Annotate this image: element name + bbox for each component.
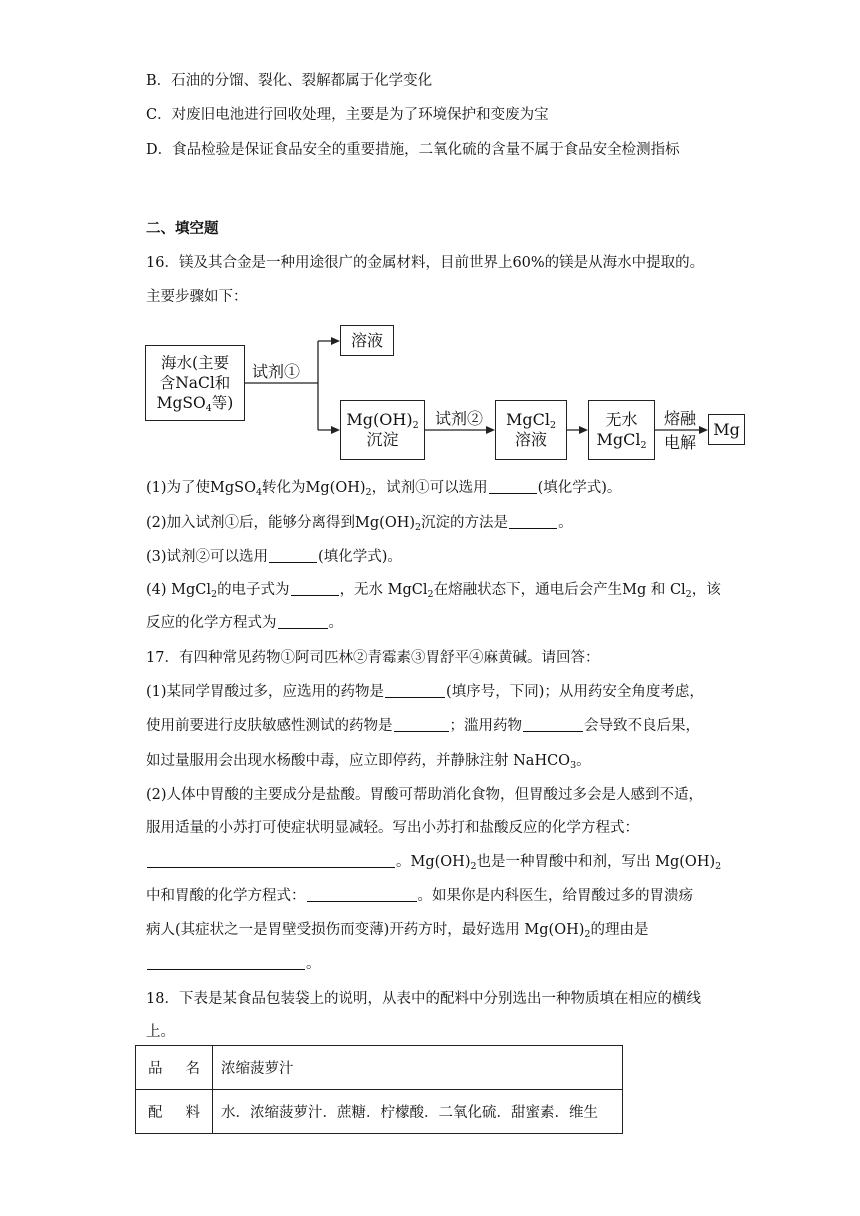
q17-line9: 。 [146,954,321,974]
table-row [136,1046,623,1090]
seawater-line1: 海水(主要 [160,354,230,372]
q17-line5: 服用适量的小苏打可使症状明显减轻。写出小苏打和盐酸反应的化学方程式： [146,820,639,836]
q17-intro: 17．有四种常见药物①阿司匹林②青霉素③胃舒平④麻黄碱。请回答： [146,650,600,666]
answer-blank[interactable] [385,683,445,698]
mgoh2-line1: $Mg(OH)_2$ [346,410,419,431]
solution-label: 溶液 [350,330,383,350]
q17-line7: 中和胃酸的化学方程式： 。如果你是内科医生，给胃酸过多的胃溃疡 [146,888,693,904]
answer-blank[interactable] [147,853,395,868]
electrolysis-label-top: 熔融 [664,409,697,428]
table-value-cell: 水．浓缩菠萝汁．蔗糖．柠檬酸．二氧化硫．甜蜜素．维生 [213,1090,623,1134]
option-d: D．食品检验是保证食品安全的重要措施，二氧化硫的含量不属于食品安全检测指标 [146,142,680,158]
q17-line2: 使用前要进行皮肤敏感性测试的药物是 ；滥用药物 会导致不良后果， [146,718,700,734]
food-label-table [135,1045,623,1134]
q17-line4: (2)人体中胃酸的主要成分是盐酸。胃酸可帮助消化食物，但胃酸过多会是人感到不适， [146,787,704,803]
q18-intro-line1: 18．下表是某食品包装袋上的说明，从表中的配料中分别选出一种物质填在相应的横线 [146,991,701,1007]
q17-line3: 如过量服用会出现水杨酸中毒，应立即停药，并静脉注射 NaHCO$_3$。 [146,753,591,771]
answer-blank[interactable] [278,614,328,629]
q16-part1: (1)为了使MgSO$_4$转化为$Mg(OH)_2$，试剂①可以选用 (填化学式)。 [146,480,622,498]
table-value-cell: 浓缩菠萝汁 [213,1046,623,1090]
mgoh2-line2: 沉淀 [366,430,399,449]
answer-blank[interactable] [509,514,557,529]
q16-part2: (2)加入试剂①后，能够分离得到$Mg(OH)_2$沉淀的方法是 。 [146,515,573,533]
answer-blank[interactable] [291,581,339,596]
answer-blank[interactable] [523,717,583,732]
anhydrous-mgcl2-box [588,400,655,460]
q17-line1: (1)某同学胃酸过多，应选用的药物是 (填序号，下同)；从用药安全角度考虑， [146,684,704,700]
q17-line6: 。$Mg(OH)_2$也是一种胃酸中和剂，写出 $Mg(OH)_2$ [146,852,721,872]
mg-box [708,414,745,445]
section-heading: 二、填空题 [146,221,219,237]
reagent1-label: 试剂① [252,362,301,381]
q17-line8: 病人(其症状之一是胃壁受损伤而变薄)开药方时，最好选用 $Mg(OH)_2$的理由是 [146,922,649,940]
q16-part4: (4) MgCl$_2$的电子式为 ，无水 MgCl$_2$在熔融状态下，通电后会产生Mg 和 $Cl_2$，该 [146,582,721,600]
answer-blank[interactable] [307,887,417,902]
seawater-box [145,345,245,421]
table-key-cell: 品 名 [136,1046,213,1090]
anhydrous-line1: 无水 [605,410,638,429]
answer-blank[interactable] [147,955,305,970]
solution-box [340,325,394,356]
answer-blank[interactable] [489,479,537,494]
reagent2-label: 试剂② [435,409,484,428]
mgoh2-box [340,400,425,460]
electrolysis-label-bottom: 电解 [664,433,697,452]
option-b: B．石油的分馏、裂化、裂解都属于化学变化 [146,73,433,89]
q16-part3: (3)试剂②可以选用 (填化学式)。 [146,549,402,565]
q16-intro-line2: 主要步骤如下： [146,289,248,305]
table-row [136,1090,623,1134]
seawater-line3: MgSO$_4$等) [156,394,234,414]
q18-intro-line2: 上。 [146,1024,175,1040]
seawater-line2: 含NaCl和 [159,374,231,392]
option-c: C．对废旧电池进行回收处理，主要是为了环境保护和变废为宝 [146,107,549,123]
mg-label: Mg [713,419,740,439]
anhydrous-line2: MgCl$_2$ [596,430,647,451]
flow-arrows [0,0,860,480]
mgcl2-line2: 溶液 [514,430,547,449]
mgcl2-line1: MgCl$_2$ [505,410,557,431]
q16-intro-line1: 16．镁及其合金是一种用途很广的金属材料，目前世界上60%的镁是从海水中提取的。 [146,255,705,271]
table-key-cell: 配 料 [136,1090,213,1134]
answer-blank[interactable] [269,548,317,563]
answer-blank[interactable] [394,717,449,732]
q16-part4-cont: 反应的化学方程式为 。 [146,615,343,631]
mgcl2-solution-box [495,400,567,460]
